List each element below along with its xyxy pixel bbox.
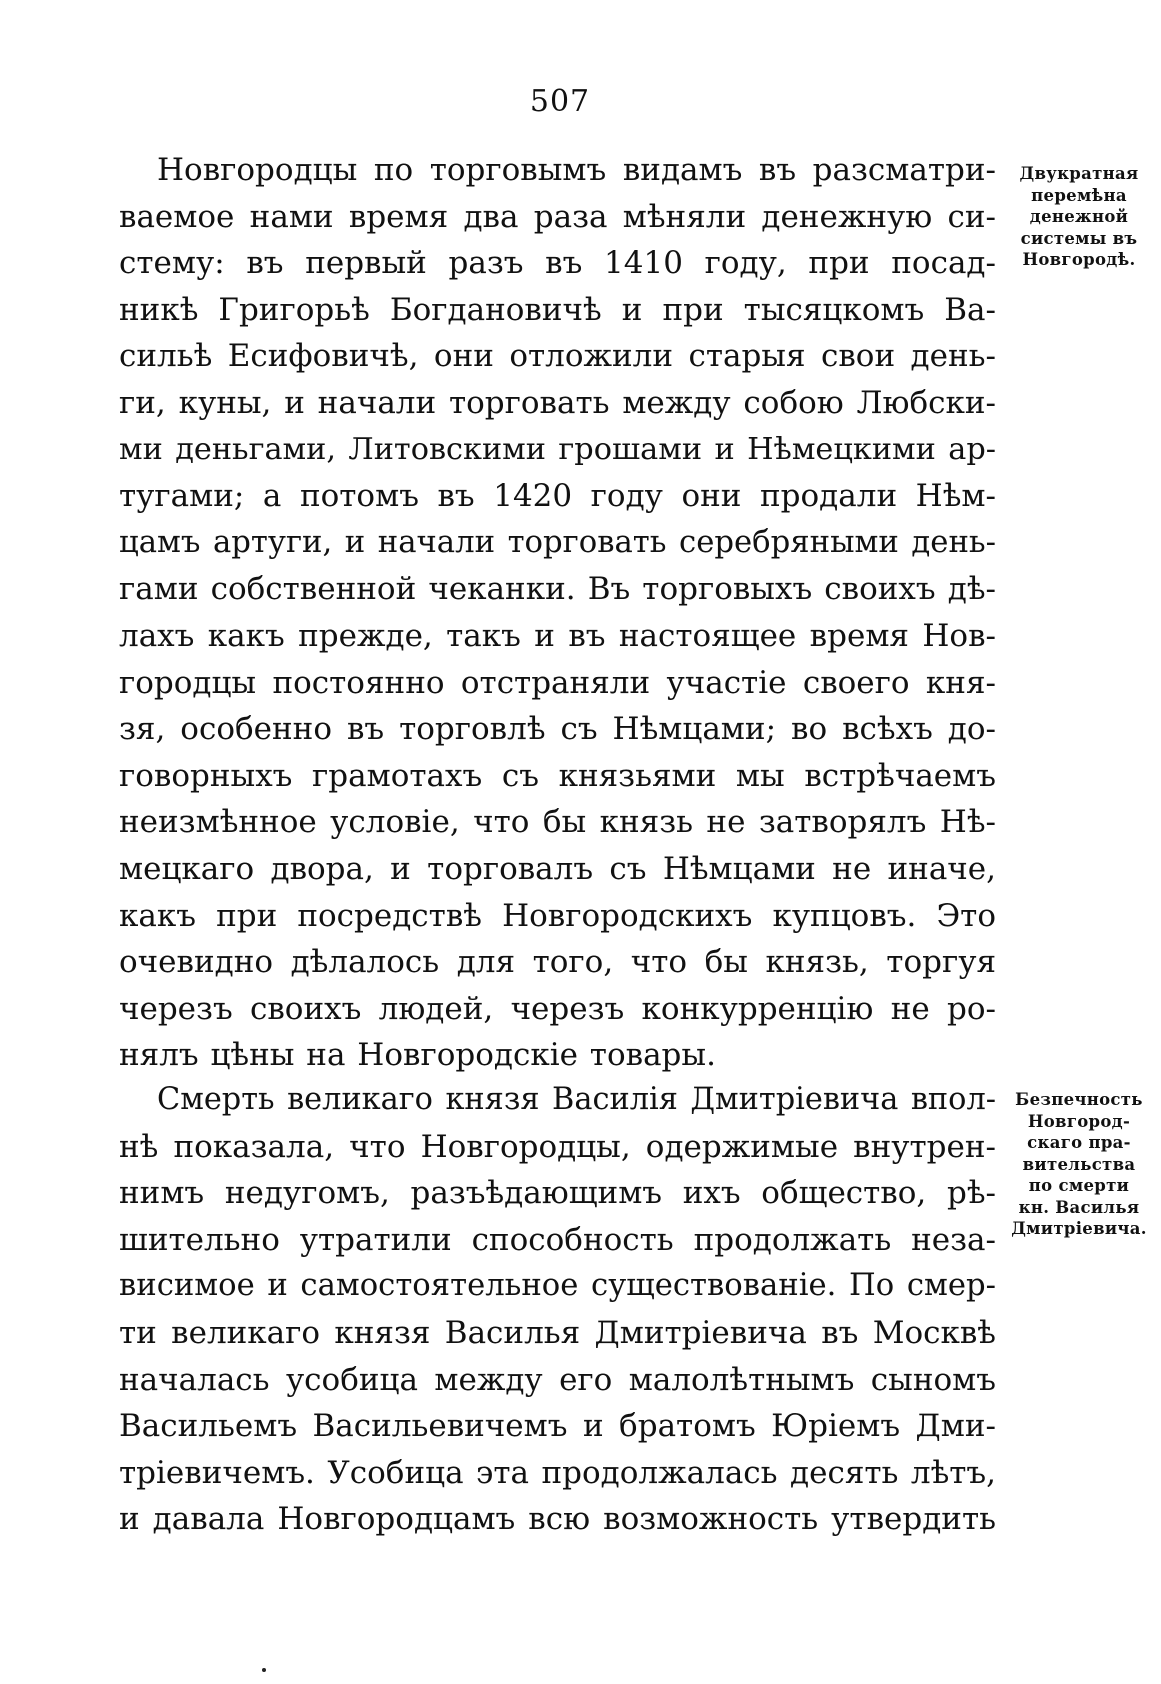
text-line: началась усобица между его малолѣтнымъ сыномъ: [119, 1361, 996, 1398]
margin-note-line: вительства: [1022, 1154, 1136, 1174]
text-line: лахъ какъ прежде, такъ и въ настоящее время Нов-: [119, 617, 996, 654]
text-line: нимъ недугомъ, разъѣдающимъ ихъ общество, рѣ-: [119, 1175, 996, 1212]
margin-note-line: Новгород-: [1027, 1111, 1131, 1131]
text-line: ги, куны, и начали торговать между собою Любски-: [119, 384, 996, 421]
text-line: мецкаго двора, и торговалъ съ Нѣмцами не иначе,: [119, 850, 996, 887]
margin-note-currency: [1004, 163, 1154, 271]
text-line: стему: въ первый разъ въ 1410 году, при посад-: [119, 245, 996, 282]
page-number: 507: [529, 84, 591, 119]
text-line: гами собственной чеканки. Въ торговыхъ своихъ дѣ-: [119, 571, 996, 608]
text-line: очевидно дѣлалось для того, что бы князь, торгуя: [119, 944, 996, 981]
text-line: Смерть великаго князя Василія Дмитріевича впол-: [157, 1082, 996, 1117]
text-line: шительно утратили способность продолжать неза-: [119, 1221, 996, 1258]
text-line: говорныхъ грамотахъ съ князьями мы встрѣчаемъ: [119, 757, 996, 794]
text-line: какъ при посредствѣ Новгородскихъ купцовъ. Это: [119, 897, 996, 934]
margin-note-line: системы въ: [1020, 228, 1138, 248]
text-line: тугами; а потомъ въ 1420 году они продали Нѣм-: [119, 478, 996, 515]
text-line: Новгородцы по торговымъ видамъ въ разсматри-: [157, 152, 996, 188]
text-line: нялъ цѣны на Новгородскіе товары.: [119, 1037, 716, 1074]
paragraph-1: [119, 147, 996, 1079]
margin-note-line: по смерти: [1028, 1176, 1130, 1195]
margin-note-line: Двукратная: [1019, 164, 1139, 183]
text-line: ваемое нами время два раза мѣняли денежную си-: [119, 198, 996, 235]
text-line: ми деньгами, Литовскими грошами и Нѣмецкими ар-: [119, 431, 996, 467]
margin-note-line: Новгородѣ.: [1022, 250, 1136, 269]
text-line: черезъ своихъ людей, черезъ конкурренцію не ро-: [119, 990, 996, 1027]
text-line: цамъ артуги, и начали торговать серебряными день-: [119, 524, 996, 560]
text-line: неизмѣнное условіе, что бы князь не затворялъ Нѣ-: [119, 804, 996, 841]
margin-note-line: Безпечность: [1015, 1090, 1143, 1109]
margin-note-line: Дмитріевича.: [1011, 1219, 1147, 1238]
paragraph-2: [119, 1077, 996, 1543]
margin-note-line: скаго пра-: [1027, 1133, 1131, 1152]
text-line: тріевичемъ. Усобица эта продолжалась десять лѣтъ,: [119, 1454, 996, 1491]
text-line: нѣ показала, что Новгородцы, одержимые внутрен-: [119, 1128, 996, 1165]
text-line: зя, особенно въ торговлѣ съ Нѣмцами; во всѣхъ до-: [119, 711, 996, 748]
margin-note-line: денежной: [1029, 207, 1129, 226]
text-line: ти великаго князя Василья Дмитріевича въ Москвѣ: [119, 1314, 996, 1351]
text-line: и давала Новгородцамъ всю возможность утвердить: [119, 1501, 996, 1538]
text-line: никѣ Григорьѣ Богдановичѣ и при тысяцкомъ Ва-: [119, 291, 996, 328]
print-speck: [262, 1668, 266, 1672]
margin-note-line: перемѣна: [1031, 185, 1127, 205]
margin-note-government: [1004, 1089, 1154, 1240]
margin-note-line: кн. Василья: [1018, 1197, 1140, 1217]
text-line: Васильемъ Васильевичемъ и братомъ Юріемъ Дми-: [119, 1408, 996, 1445]
text-line: висимое и самостоятельное существованіе. По смер-: [119, 1268, 996, 1304]
text-line: городцы постоянно отстраняли участіе своего кня-: [119, 664, 996, 701]
text-line: сильѣ Есифовичѣ, они отложили старыя свои день-: [119, 338, 996, 375]
